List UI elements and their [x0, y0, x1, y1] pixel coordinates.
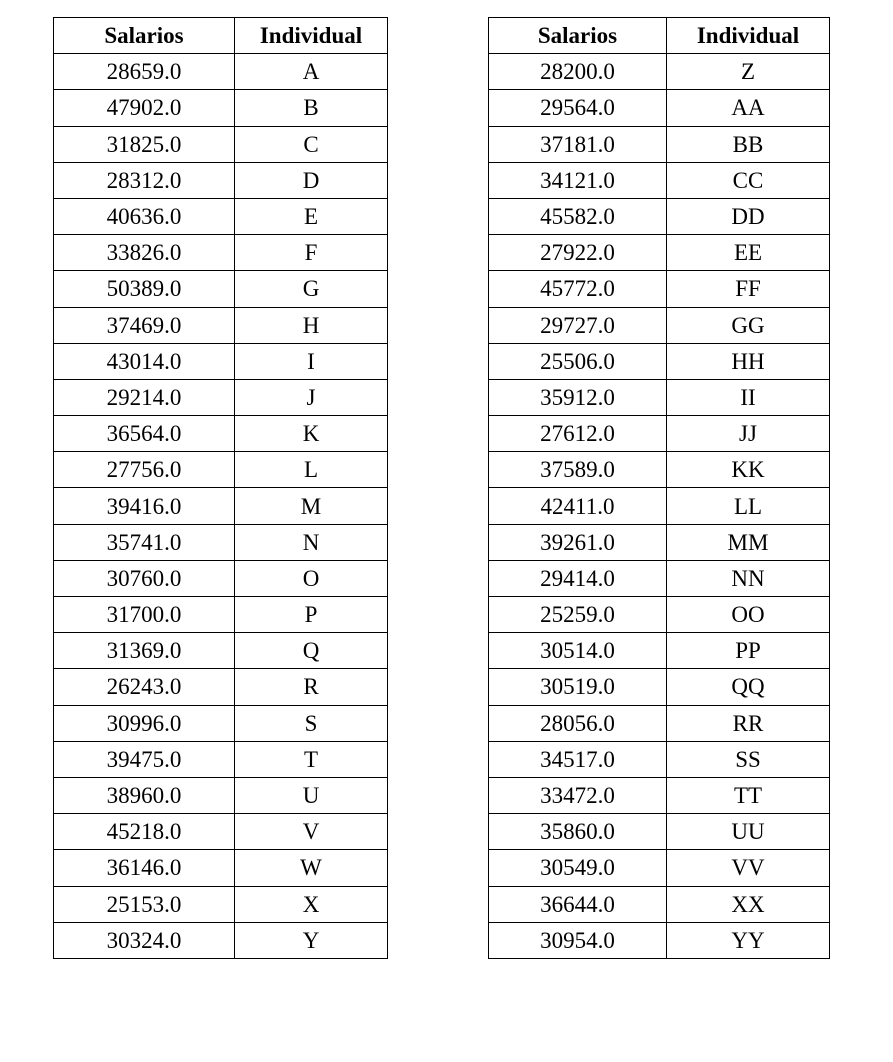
table-row — [489, 777, 830, 813]
table-row — [489, 741, 830, 777]
table-row — [489, 162, 830, 198]
individual-cell: SS — [667, 741, 830, 777]
individual-cell: FF — [667, 271, 830, 307]
table-row — [54, 379, 388, 415]
individual-cell: L — [235, 452, 388, 488]
individual-cell: HH — [667, 343, 830, 379]
individual-cell: P — [235, 597, 388, 633]
individual-cell: E — [235, 198, 388, 234]
individual-cell: OO — [667, 597, 830, 633]
salary-cell: 42411.0 — [489, 488, 667, 524]
individual-cell: A — [235, 54, 388, 90]
table-row — [54, 524, 388, 560]
salary-table-right — [488, 17, 830, 959]
individual-cell: TT — [667, 777, 830, 813]
table-row — [489, 343, 830, 379]
individual-cell: Q — [235, 633, 388, 669]
salary-cell: 30324.0 — [54, 922, 235, 958]
salary-table-left — [53, 17, 388, 959]
header-row — [489, 18, 830, 54]
salary-cell: 31825.0 — [54, 126, 235, 162]
table-row — [54, 343, 388, 379]
table-row — [54, 814, 388, 850]
salary-cell: 39416.0 — [54, 488, 235, 524]
individual-cell: J — [235, 379, 388, 415]
table-row — [54, 198, 388, 234]
table-row — [489, 814, 830, 850]
table-row — [54, 741, 388, 777]
salary-cell: 35860.0 — [489, 814, 667, 850]
table-row — [489, 633, 830, 669]
salary-cell: 36146.0 — [54, 850, 235, 886]
header-row — [54, 18, 388, 54]
salary-cell: 45772.0 — [489, 271, 667, 307]
salary-cell: 29414.0 — [489, 560, 667, 596]
individual-cell: X — [235, 886, 388, 922]
salary-cell: 37469.0 — [54, 307, 235, 343]
salary-cell: 35912.0 — [489, 379, 667, 415]
salary-cell: 30514.0 — [489, 633, 667, 669]
individual-cell: PP — [667, 633, 830, 669]
individual-cell: CC — [667, 162, 830, 198]
salary-cell: 29214.0 — [54, 379, 235, 415]
individual-cell: NN — [667, 560, 830, 596]
individual-cell: K — [235, 416, 388, 452]
salary-cell: 31700.0 — [54, 597, 235, 633]
salary-cell: 28200.0 — [489, 54, 667, 90]
table-row — [489, 126, 830, 162]
table-row — [489, 560, 830, 596]
salary-cell: 28659.0 — [54, 54, 235, 90]
individual-cell: VV — [667, 850, 830, 886]
salary-cell: 27612.0 — [489, 416, 667, 452]
salary-cell: 39261.0 — [489, 524, 667, 560]
individual-cell: YY — [667, 922, 830, 958]
salary-cell: 27756.0 — [54, 452, 235, 488]
salary-cell: 43014.0 — [54, 343, 235, 379]
salary-cell: 45582.0 — [489, 198, 667, 234]
individual-cell: D — [235, 162, 388, 198]
salary-cell: 31369.0 — [54, 633, 235, 669]
individual-cell: JJ — [667, 416, 830, 452]
individual-cell: R — [235, 669, 388, 705]
individual-cell: T — [235, 741, 388, 777]
individual-cell: Y — [235, 922, 388, 958]
salary-cell: 29564.0 — [489, 90, 667, 126]
table-row — [54, 488, 388, 524]
table-row — [489, 452, 830, 488]
salary-cell: 34121.0 — [489, 162, 667, 198]
table-row — [54, 271, 388, 307]
table-row — [54, 850, 388, 886]
salary-cell: 38960.0 — [54, 777, 235, 813]
individual-cell: M — [235, 488, 388, 524]
individual-cell: W — [235, 850, 388, 886]
salary-cell: 28056.0 — [489, 705, 667, 741]
individual-cell: V — [235, 814, 388, 850]
table-row — [489, 705, 830, 741]
salary-cell: 30760.0 — [54, 560, 235, 596]
salary-cell: 34517.0 — [489, 741, 667, 777]
individual-cell: O — [235, 560, 388, 596]
individual-cell: UU — [667, 814, 830, 850]
table-row — [54, 705, 388, 741]
salary-cell: 25153.0 — [54, 886, 235, 922]
individual-cell: QQ — [667, 669, 830, 705]
table-row — [54, 560, 388, 596]
individual-cell: EE — [667, 235, 830, 271]
individual-cell: I — [235, 343, 388, 379]
column-header-individual: Individual — [667, 18, 830, 54]
individual-cell: DD — [667, 198, 830, 234]
table-row — [54, 126, 388, 162]
individual-cell: F — [235, 235, 388, 271]
table-row — [489, 850, 830, 886]
column-header-individual: Individual — [235, 18, 388, 54]
individual-cell: C — [235, 126, 388, 162]
individual-cell: S — [235, 705, 388, 741]
salary-cell: 37181.0 — [489, 126, 667, 162]
table-row — [489, 886, 830, 922]
table-row — [54, 54, 388, 90]
salary-cell: 29727.0 — [489, 307, 667, 343]
salary-cell: 39475.0 — [54, 741, 235, 777]
individual-cell: LL — [667, 488, 830, 524]
table-row — [489, 198, 830, 234]
table-row — [54, 777, 388, 813]
salary-cell: 30954.0 — [489, 922, 667, 958]
salary-cell: 40636.0 — [54, 198, 235, 234]
individual-cell: GG — [667, 307, 830, 343]
salary-cell: 47902.0 — [54, 90, 235, 126]
table-row — [54, 235, 388, 271]
table-row — [54, 452, 388, 488]
individual-cell: KK — [667, 452, 830, 488]
table-row — [54, 633, 388, 669]
table-row — [54, 90, 388, 126]
column-header-salarios: Salarios — [54, 18, 235, 54]
individual-cell: RR — [667, 705, 830, 741]
salary-cell: 30996.0 — [54, 705, 235, 741]
table-row — [489, 524, 830, 560]
table-row — [489, 597, 830, 633]
salary-cell: 30549.0 — [489, 850, 667, 886]
salary-cell: 35741.0 — [54, 524, 235, 560]
salary-cell: 25506.0 — [489, 343, 667, 379]
table-row — [54, 416, 388, 452]
salary-cell: 33472.0 — [489, 777, 667, 813]
individual-cell: U — [235, 777, 388, 813]
table-row — [489, 379, 830, 415]
table-row — [54, 597, 388, 633]
individual-cell: MM — [667, 524, 830, 560]
salary-cell: 45218.0 — [54, 814, 235, 850]
table-row — [489, 307, 830, 343]
table-row — [54, 886, 388, 922]
table-row — [54, 669, 388, 705]
column-header-salarios: Salarios — [489, 18, 667, 54]
salary-cell: 37589.0 — [489, 452, 667, 488]
individual-cell: H — [235, 307, 388, 343]
individual-cell: B — [235, 90, 388, 126]
table-row — [489, 235, 830, 271]
table-row — [489, 90, 830, 126]
table-row — [489, 416, 830, 452]
salary-cell: 50389.0 — [54, 271, 235, 307]
individual-cell: BB — [667, 126, 830, 162]
salary-cell: 30519.0 — [489, 669, 667, 705]
table-row — [489, 669, 830, 705]
table-row — [489, 922, 830, 958]
table-row — [489, 54, 830, 90]
salary-cell: 26243.0 — [54, 669, 235, 705]
salary-cell: 36564.0 — [54, 416, 235, 452]
individual-cell: G — [235, 271, 388, 307]
individual-cell: II — [667, 379, 830, 415]
table-row — [489, 271, 830, 307]
salary-cell: 28312.0 — [54, 162, 235, 198]
salary-cell: 27922.0 — [489, 235, 667, 271]
salary-cell: 36644.0 — [489, 886, 667, 922]
table-row — [489, 488, 830, 524]
table-row — [54, 307, 388, 343]
table-row — [54, 922, 388, 958]
individual-cell: XX — [667, 886, 830, 922]
salary-cell: 33826.0 — [54, 235, 235, 271]
table-row — [54, 162, 388, 198]
salary-cell: 25259.0 — [489, 597, 667, 633]
individual-cell: AA — [667, 90, 830, 126]
individual-cell: Z — [667, 54, 830, 90]
individual-cell: N — [235, 524, 388, 560]
